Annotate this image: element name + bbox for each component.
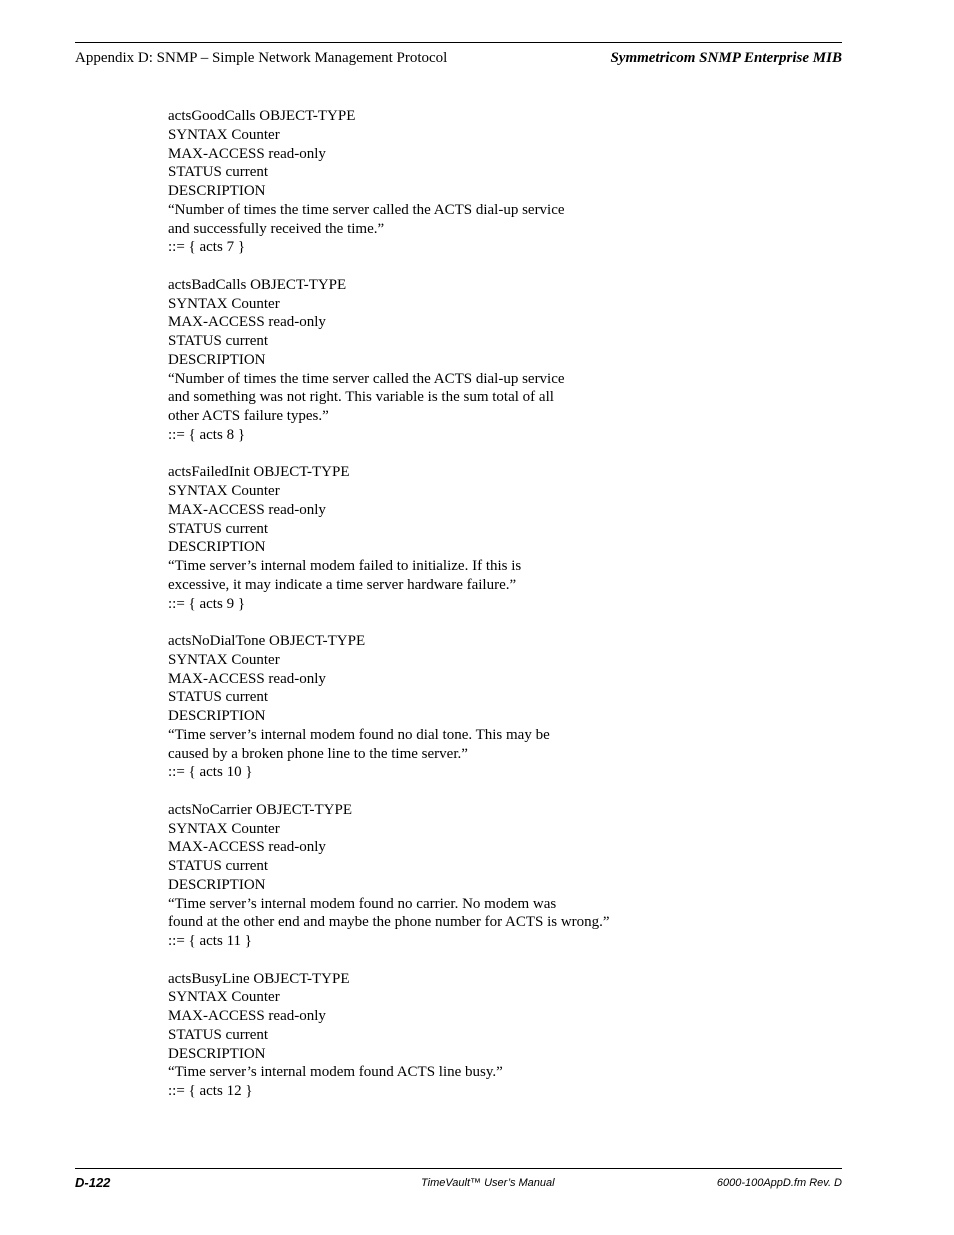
- mib-object-line: ::= { acts 7 }: [168, 239, 246, 256]
- mib-object-line: ::= { acts 9 }: [168, 595, 246, 612]
- mib-object-line: “Time server’s internal modem found no dial tone. This may be: [168, 726, 550, 743]
- mib-object-line: “Time server’s internal modem found no carrier. No modem was: [168, 895, 557, 912]
- mib-object-line: MAX-ACCESS read-only: [168, 670, 326, 687]
- mib-object-line: ::= { acts 12 }: [168, 1083, 253, 1100]
- mib-object-line: DESCRIPTION: [168, 183, 266, 199]
- mib-object-line: SYNTAX Counter: [168, 295, 280, 312]
- mib-object-name: actsGoodCalls OBJECT-TYPE: [168, 108, 356, 124]
- mib-object-line: DESCRIPTION: [168, 708, 266, 725]
- mib-definitions: [168, 107, 808, 1120]
- mib-object-name: actsNoCarrier OBJECT-TYPE: [168, 801, 352, 818]
- mib-object-line: SYNTAX Counter: [168, 126, 280, 143]
- mib-object-line: STATUS current: [168, 164, 269, 181]
- mib-object-entry: [168, 632, 808, 782]
- mib-object-name: actsFailedInit OBJECT-TYPE: [168, 464, 350, 481]
- mib-object-line: “Number of times the time server called the ACTS dial-up service: [168, 201, 565, 218]
- mib-object-name: actsBusyLine OBJECT-TYPE: [168, 970, 350, 987]
- mib-object-line: SYNTAX Counter: [168, 483, 280, 500]
- mib-object-line: MAX-ACCESS read-only: [168, 839, 326, 856]
- mib-object-line: ::= { acts 10 }: [168, 764, 253, 781]
- page-footer: [75, 1168, 842, 1190]
- mib-object-line: MAX-ACCESS read-only: [168, 314, 326, 331]
- mib-object-line: STATUS current: [168, 333, 269, 350]
- mib-object-line: DESCRIPTION: [168, 1045, 266, 1062]
- mib-object-entry: [168, 463, 808, 613]
- header-section-title: Appendix D: SNMP – Simple Network Management Protocol: [75, 50, 448, 66]
- mib-object-entry: [168, 970, 808, 1101]
- mib-object-name: actsBadCalls OBJECT-TYPE: [168, 276, 347, 293]
- mib-object-entry: [168, 801, 808, 951]
- mib-object-line: SYNTAX Counter: [168, 651, 280, 668]
- mib-object-line: and something was not right. This variable is the sum total of all: [168, 389, 554, 406]
- mib-object-line: DESCRIPTION: [168, 539, 266, 556]
- mib-object-line: found at the other end and maybe the phone number for ACTS is wrong.”: [168, 914, 610, 931]
- mib-object-line: ::= { acts 11 }: [168, 933, 252, 950]
- mib-object-line: caused by a broken phone line to the time server.”: [168, 745, 468, 762]
- mib-object-entry: [168, 107, 808, 257]
- mib-object-line: STATUS current: [168, 689, 269, 706]
- mib-object-line: MAX-ACCESS read-only: [168, 1008, 326, 1025]
- mib-object-name: actsNoDialTone OBJECT-TYPE: [168, 633, 366, 650]
- header-chapter-title: Symmetricom SNMP Enterprise MIB: [610, 50, 842, 66]
- mib-object-line: DESCRIPTION: [168, 876, 266, 893]
- mib-object-line: “Number of times the time server called the ACTS dial-up service: [168, 370, 565, 387]
- mib-object-line: STATUS current: [168, 858, 269, 875]
- mib-object-line: STATUS current: [168, 1026, 269, 1043]
- mib-object-line: STATUS current: [168, 520, 269, 537]
- mib-object-line: SYNTAX Counter: [168, 820, 280, 837]
- mib-object-line: “Time server’s internal modem found ACTS line busy.”: [168, 1064, 503, 1081]
- mib-object-line: MAX-ACCESS read-only: [168, 145, 326, 162]
- mib-object-line: MAX-ACCESS read-only: [168, 501, 326, 518]
- mib-object-entry: [168, 276, 808, 445]
- footer-manual-title: TimeVault™ User’s Manual: [421, 1177, 555, 1189]
- mib-object-line: “Time server’s internal modem failed to initialize. If this is: [168, 558, 522, 575]
- mib-object-line: and successfully received the time.”: [168, 220, 385, 237]
- mib-object-line: excessive, it may indicate a time server hardware failure.”: [168, 576, 517, 593]
- page-header: [75, 42, 842, 66]
- mib-object-line: ::= { acts 8 }: [168, 426, 246, 443]
- footer-document-id: 6000-100AppD.fm Rev. D: [716, 1177, 842, 1189]
- mib-object-line: DESCRIPTION: [168, 351, 266, 368]
- mib-object-line: SYNTAX Counter: [168, 989, 280, 1006]
- mib-object-line: other ACTS failure types.”: [168, 408, 329, 425]
- footer-page-number: D-122: [75, 1175, 111, 1190]
